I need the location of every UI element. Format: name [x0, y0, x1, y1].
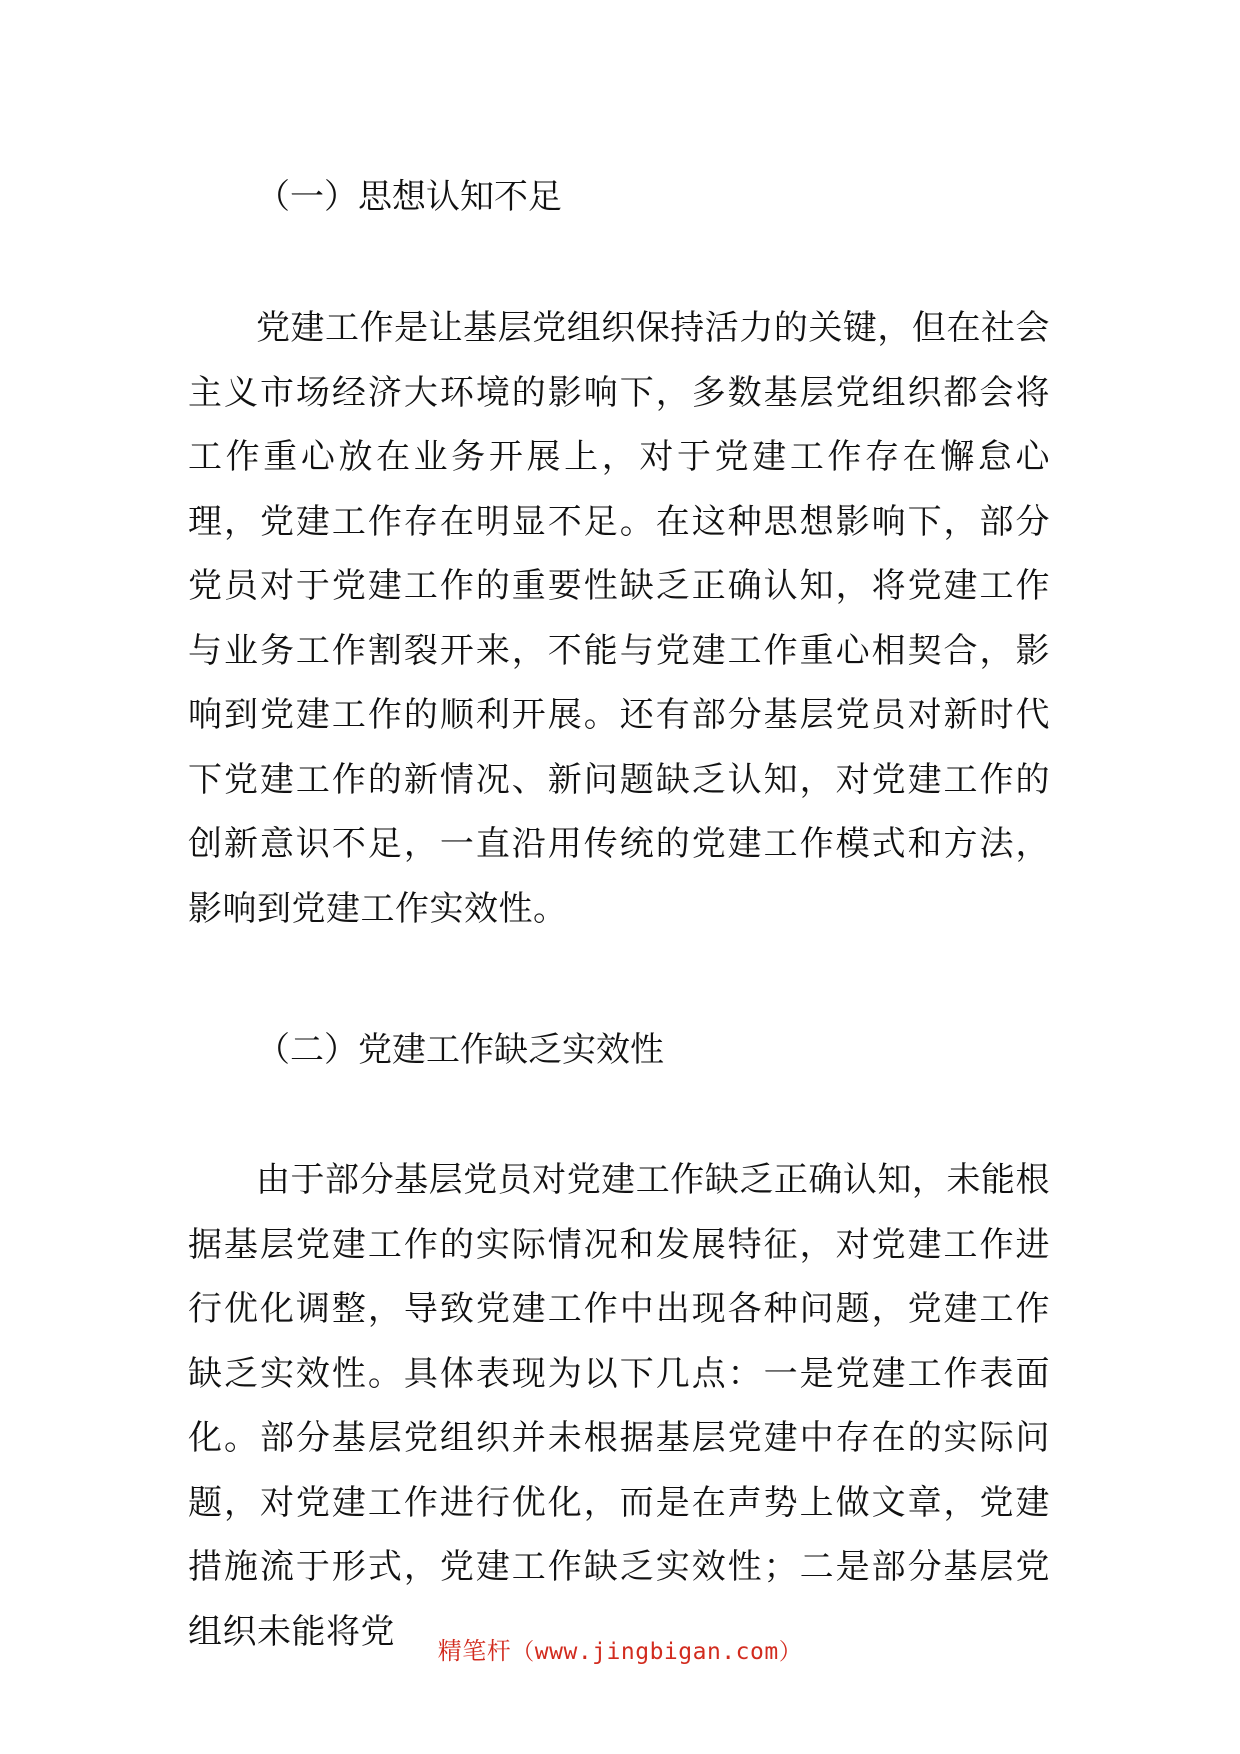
section-paragraph-1: 党建工作是让基层党组织保持活力的关键，但在社会主义市场经济大环境的影响下，多数基层党组织都会将工作重心放在业务开展上，对于党建工作存在懈怠心理，党建工作存在明显不足。在这种思想影响下，部分党员对于党建工作的重要性缺乏正确认知，将党建工作与业务工作割裂开来，不能与党建工作重心相契合，影响到党建工作的顺利开展。还有部分基层党员对新时代下党建工作的新情况、新问题缺乏认知，对党建工作的创新意识不足，一直沿用传统的党建工作模式和方法，影响到党建工作实效性。 — [188, 308, 1050, 929]
section-paragraph-2: 由于部分基层党员对党建工作缺乏正确认知，未能根据基层党建工作的实际情况和发展特征，对党建工作进行优化调整，导致党建工作中出现各种问题，党建工作缺乏实效性。具体表现为以下几点：一是党建工作表面化。部分基层党组织并未根据基层党建中存在的实际问题，对党建工作进行优化，而是在声势上做文章，党建措施流于形式，党建工作缺乏实效性；二是部分基层党组织未能将党 — [188, 1160, 1050, 1652]
section-heading-2: （二）党建工作缺乏实效性 — [256, 1030, 664, 1070]
footer-brand: 精笔杆 — [437, 1637, 512, 1665]
section-heading-1: （一）思想认知不足 — [256, 177, 562, 217]
page-footer — [0, 1636, 1240, 1667]
footer-url[interactable]: （www.jingbigan.com） — [511, 1639, 803, 1665]
